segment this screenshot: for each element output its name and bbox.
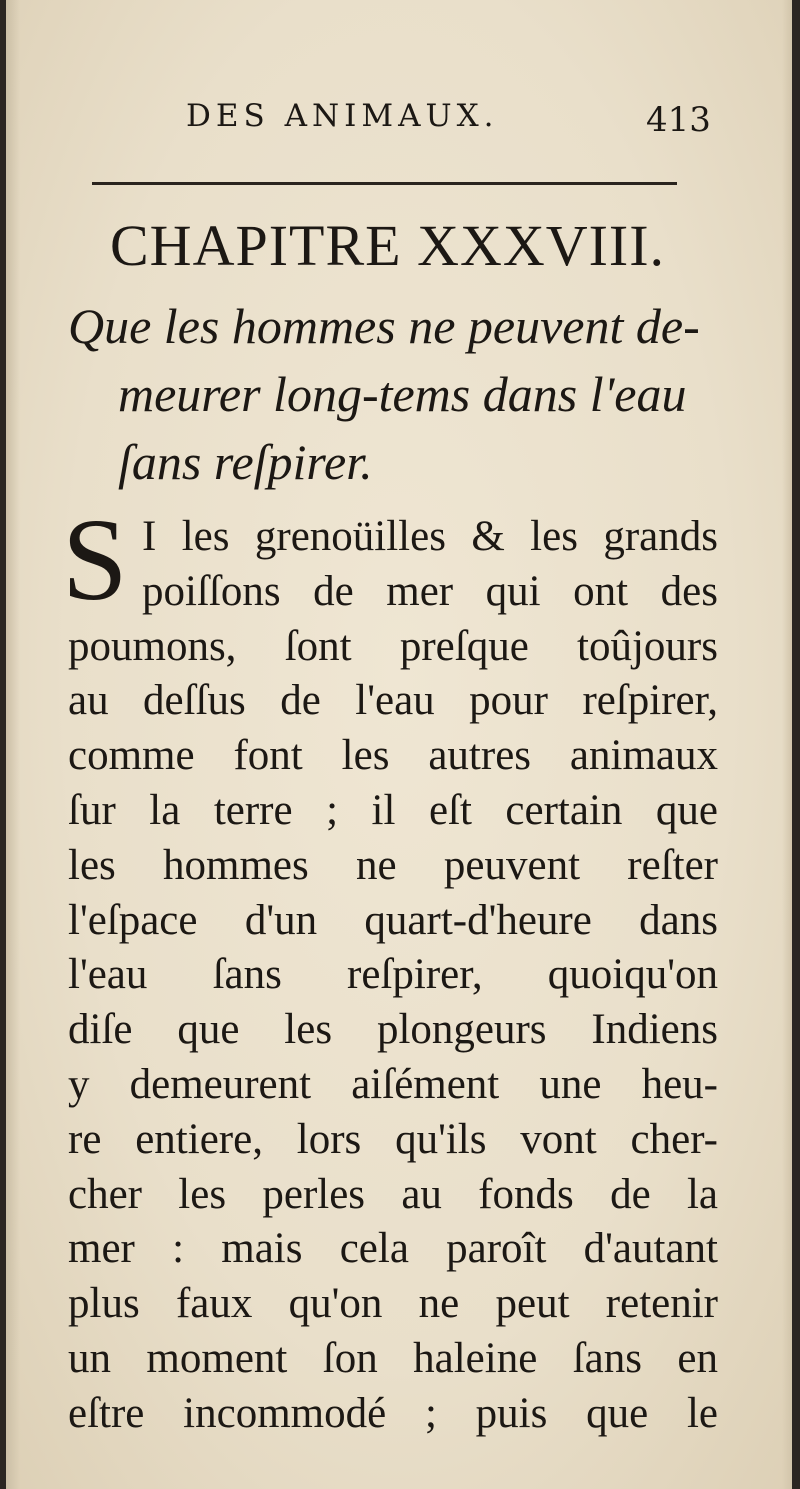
text-line: re entiere, lors qu'ils vont cher- bbox=[68, 1115, 718, 1163]
drop-cap: S bbox=[62, 494, 128, 625]
text-line: un moment ſon haleine ſans en bbox=[68, 1334, 718, 1382]
text-line: plus faux qu'on ne peut retenir bbox=[68, 1280, 718, 1328]
text-line: mer : mais cela paroît d'autant bbox=[68, 1225, 718, 1273]
text-line: ſur la terre ; il eſt certain que bbox=[68, 786, 718, 834]
text-line: les hommes ne peuvent reſter bbox=[68, 841, 718, 889]
body-paragraph bbox=[68, 510, 718, 1442]
subtitle-line: meurer long-tems dans l'eau bbox=[118, 366, 687, 422]
header-rule bbox=[92, 182, 677, 185]
text-line: diſe que les plongeurs Indiens bbox=[68, 1006, 718, 1054]
text-line: au deſſus de l'eau pour reſpirer, bbox=[68, 677, 718, 725]
text-line: y demeurent aiſément une heu- bbox=[68, 1060, 718, 1108]
text-line: I les grenoüilles & les grands bbox=[142, 513, 718, 560]
text-line: comme font les autres animaux bbox=[68, 732, 718, 780]
page-edge-shadow-right bbox=[782, 0, 792, 1489]
page-edge-shadow-left bbox=[6, 0, 20, 1489]
subtitle-line: Que les hommes ne peuvent de- bbox=[68, 298, 700, 354]
text-line: l'eſpace d'un quart-d'heure dans bbox=[68, 896, 718, 944]
text-line: eſtre incommodé ; puis que le bbox=[68, 1389, 718, 1437]
book-page bbox=[6, 0, 792, 1489]
chapter-title: CHAPITRE XXXVIII. bbox=[110, 213, 666, 278]
text-line: l'eau ſans reſpirer, quoiqu'on bbox=[68, 951, 718, 999]
page-number: 413 bbox=[646, 100, 711, 140]
text-line: poiſſons de mer qui ont des bbox=[142, 567, 718, 615]
text-line: cher les perles au fonds de la bbox=[68, 1170, 718, 1218]
text-line: poumons, ſont preſque toûjours bbox=[68, 622, 718, 670]
running-head: DES ANIMAUX. bbox=[186, 98, 499, 134]
subtitle-line: ſans reſpirer. bbox=[118, 434, 373, 490]
chapter-subtitle bbox=[68, 292, 728, 496]
